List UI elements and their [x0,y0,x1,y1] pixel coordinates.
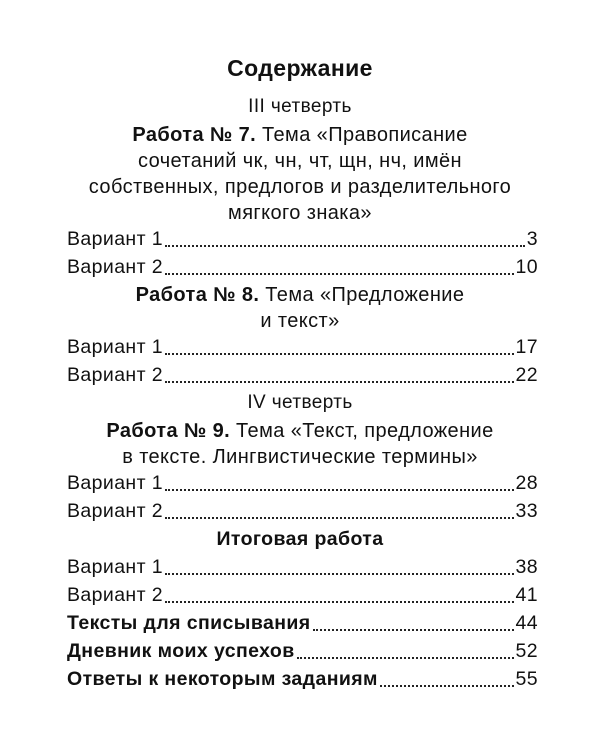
work-8-topic-line-2: и текст» [260,310,340,332]
dot-leader [313,629,514,631]
toc-entry-label: Вариант 1 [67,556,163,578]
dot-leader [165,381,514,383]
work-9-title [0,418,600,444]
toc-page-number: 55 [515,668,538,690]
work-7-topic-line-1: Тема «Правописание [262,124,468,146]
toc-entry-label: Вариант 2 [67,256,163,278]
dot-leader [297,657,514,659]
dot-leader [165,573,514,575]
dot-leader [165,517,514,519]
work-9-number: Работа № 9. [106,420,231,442]
dot-leader [165,273,514,275]
work-8-topic-line-1: Тема «Предложение [265,284,465,306]
toc-page-number: 28 [515,472,538,494]
toc-page-number: 52 [515,640,538,662]
toc-entry-label: Тексты для списывания [67,612,311,634]
toc-entry-label: Вариант 2 [67,500,163,522]
toc-entry-work7-variant1[interactable] [67,228,538,252]
toc-page-number: 41 [515,584,538,606]
page-title: Содержание [227,55,373,81]
toc-entry-label: Вариант 1 [67,336,163,358]
work-7-topic-line-3: собственных, предлогов и разделительного [88,176,512,198]
dot-leader [380,685,514,687]
toc-entry-work8-variant1[interactable] [67,336,538,360]
work-7-number: Работа № 7. [132,124,257,146]
work-8-number: Работа № 8. [135,284,260,306]
toc-page-number: 33 [515,500,538,522]
toc-entry-label: Вариант 2 [67,584,163,606]
toc-entry-label: Ответы к некоторым заданиям [67,668,378,690]
toc-page-number: 22 [515,364,538,386]
toc-entry-work9-variant1[interactable] [67,472,538,496]
work-9-topic-line-2: в тексте. Лингвистические термины» [122,446,478,468]
toc-page-number: 38 [515,556,538,578]
quarter-heading-4: IV четверть [247,392,353,413]
work-7-topic-line-2: сочетаний чк, чн, чт, щн, нч, имён [137,150,462,172]
work-8-title [0,282,600,308]
toc-page-number: 44 [515,612,538,634]
dot-leader [165,601,514,603]
dot-leader [165,489,514,491]
toc-entry-success-diary[interactable] [67,640,538,664]
toc-entry-final-variant1[interactable] [67,556,538,580]
dot-leader [165,245,525,247]
toc-entry-copy-texts[interactable] [67,612,538,636]
toc-entry-label: Вариант 2 [67,364,163,386]
toc-entry-work8-variant2[interactable] [67,364,538,388]
final-work-heading: Итоговая работа [216,528,384,550]
toc-entry-work9-variant2[interactable] [67,500,538,524]
work-7-title [0,122,600,148]
toc-page-number: 17 [515,336,538,358]
toc-entry-label: Дневник моих успехов [67,640,295,662]
toc-entry-final-variant2[interactable] [67,584,538,608]
toc-entry-label: Вариант 1 [67,228,163,250]
work-7-topic-line-4: мягкого знака» [228,202,372,224]
quarter-heading-3: III четверть [248,96,352,117]
toc-entry-work7-variant2[interactable] [67,256,538,280]
dot-leader [165,353,514,355]
work-9-topic-line-1: Тема «Текст, предложение [236,420,494,442]
toc-page-number: 10 [515,256,538,278]
toc-page-number: 3 [526,228,538,250]
toc-entry-label: Вариант 1 [67,472,163,494]
toc-entry-answers[interactable] [67,668,538,692]
